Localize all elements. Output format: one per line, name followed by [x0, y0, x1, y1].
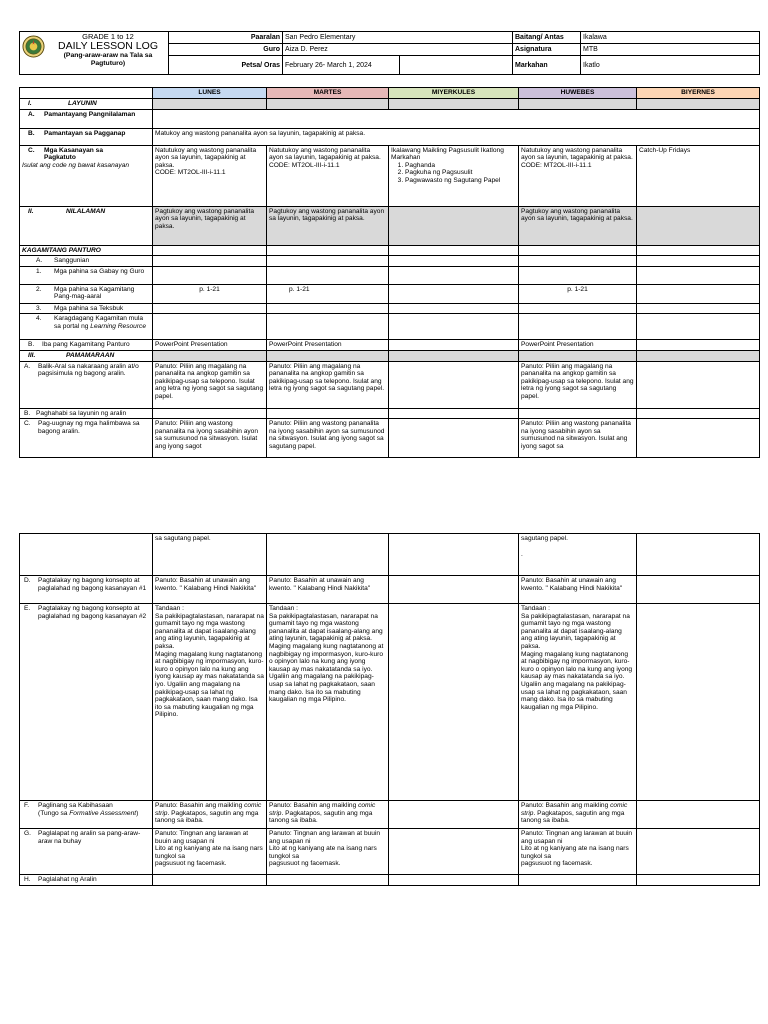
- kasanayan-huwebes: Natutukoy ang wastong pananalita ayon sa layunin, tagapakinig at paksa. CODE: MT2OL-III-i-11.1: [519, 145, 637, 206]
- pamantayang-pangnilalaman-row: [20, 109, 760, 128]
- day-header-lunes: LUNES: [153, 88, 267, 99]
- kagamitang-lunes: p. 1-21: [153, 284, 267, 303]
- paglinang-row: [20, 801, 760, 829]
- kasanayan-note: Isulat ang code ng bawat kasanayan: [22, 161, 130, 169]
- guro-value: Aiza D. Perez: [283, 44, 513, 56]
- day-header-miyerkules: MIYERKULES: [389, 88, 519, 99]
- kasanayan-miyerkules-list: [391, 162, 516, 185]
- document-title: DAILY LESSON LOG: [58, 40, 158, 52]
- nilalaman-martes: Pagtukoy ang wastong pananalita ayon sa layunin, tagapakinig at paksa.: [267, 206, 389, 245]
- kagamitang-label: 2. Mga pahina sa Kagamitang Pang-mag-aaral: [20, 284, 153, 303]
- pagtalakay-2-label: E. Pagtalakay ng bagong konsepto at paglalahad ng bagong kasanayan #2: [20, 604, 153, 801]
- baitang-value: Ikalawa: [581, 32, 760, 44]
- kagamitan-row: [20, 245, 760, 256]
- pamamaraan-row: [20, 350, 760, 361]
- nilalaman-row: [20, 206, 760, 245]
- paglalahat-label: H. Paglalahat ng Aralin: [20, 875, 153, 886]
- nilalaman-huwebes: Pagtukoy ang wastong pananalita ayon sa layunin, tagapakinig at paksa.: [519, 206, 637, 245]
- lesson-table-page2: [19, 533, 760, 886]
- iba-huwebes: PowerPoint Presentation: [519, 340, 637, 351]
- gabay-label: 1. Mga pahina sa Gabay ng Guro: [20, 266, 153, 284]
- paaralan-label: Paaralan: [169, 32, 283, 44]
- pagtalakay-2-martes: Tandaan : Sa pakikipagtalastasan, nararapat na gumamit tayo ng mga wastong pananalita at dapat isaalang-alang ang ating layunin, tagapakinig at paksa. Maging magalang kung nagtatanong at nagbibigay ng impormasyon, kuro-kuro o opinyon lalo na kung ang iyong kausap ay mas nakatatanda sa iyo. Ugaliin ang magalang na pakikipag-usap sa lahat ng pagkakataon, saan mang dako. Isa ito sa mabuting kaugalian ng mga Pilipino.: [267, 604, 389, 801]
- iba-label: B. Iba pang Kagamitang Panturo: [20, 340, 153, 351]
- header-logo-cell: [20, 32, 169, 75]
- pagtalakay-2-row: [20, 604, 760, 801]
- pamantayan-pagganap-row: [20, 128, 760, 145]
- pag-uugnay-row: [20, 419, 760, 458]
- paglinang-label: F. Paglinang sa Kabihasaan (Tungo sa Formative Assessment): [20, 801, 153, 829]
- lesson-table-page1: [19, 87, 760, 458]
- pag-uugnay-martes: Panuto: Piliin ang wastong pananalita na iyong sasabihin ayon sa sumusunod na sitwasyon. Isulat ang iyong sagot sa sagutang papel.: [267, 419, 389, 458]
- pag-uugnay-label: C. Pag-uugnay ng mga halimbawa sa bagong aralin.: [20, 419, 153, 458]
- kagamitang-huwebes: p. 1-21: [519, 284, 637, 303]
- continuation-row: [20, 534, 760, 576]
- iba-martes: PowerPoint Presentation: [267, 340, 389, 351]
- petsa-label: Petsa/ Oras: [169, 56, 283, 75]
- kasanayan-row: [20, 145, 760, 206]
- nilalaman-lunes: Pagtukoy ang wastong pananalita ayon sa layunin, tagapakinig at paksa.: [153, 206, 267, 245]
- deped-seal-icon: [22, 35, 45, 58]
- pagtalakay-1-huwebes: Panuto: Basahin at unawain ang kwento. " Kalabang Hindi Nakikita": [519, 576, 637, 604]
- pamamaraan-heading: III. PAMAMARAAN: [20, 350, 153, 361]
- pagtalakay-1-martes: Panuto: Basahin at unawain ang kwento. " Kalabang Hindi Nakikita": [267, 576, 389, 604]
- day-header-row: [20, 88, 760, 99]
- pamantayang-pangnilalaman-value: [153, 109, 760, 128]
- paglinang-huwebes: Panuto: Basahin ang maikling comic strip. Pagkatapos, sagutin ang mga tanong sa ibaba.: [519, 801, 637, 829]
- list-item: 2. Pagkuha ng Pagsusulit: [405, 169, 516, 177]
- balik-aral-row: [20, 361, 760, 408]
- kagamitan-heading: KAGAMITANG PANTURO: [20, 245, 153, 256]
- list-item: 3. Pagwawasto ng Sagutang Papel: [405, 177, 516, 185]
- paglalapat-martes: Panuto: Tingnan ang larawan at buuin ang usapan ni Lito at ng kaniyang ate na isang nars tungkol sa pagsusuot ng facemask.: [267, 829, 389, 875]
- day-header-biyernes: BIYERNES: [637, 88, 760, 99]
- pamantayan-pagganap-value: Matukoy ang wastong pananalita ayon sa layunin, tagapakinig at paksa.: [153, 128, 760, 145]
- petsa-value: February 26- March 1, 2024: [283, 56, 400, 75]
- day-header-huwebes: HUWEBES: [519, 88, 637, 99]
- paglalahat-row: [20, 875, 760, 886]
- karagdagang-label: 4. Karagdagang Kagamitan mula sa portal ng Learning Resource: [20, 314, 153, 340]
- kagamitang-row: [20, 284, 760, 303]
- header-table: [19, 31, 760, 75]
- balik-aral-martes: Panuto: Piliin ang magalang na pananalita na angkop gamitin sa pakikipag-usap sa telepono. Isulat ang letra ng iyong sagot sa sagutang papel.: [267, 361, 389, 408]
- markahan-label: Markahan: [513, 56, 581, 75]
- paaralan-value: San Pedro Elementary: [283, 32, 513, 44]
- pag-uugnay-lunes: Panuto: Piliin ang wastong pananalita na iyong sasabihin ayon sa sumusunod na sitwasyon. Isulat ang iyong sagot: [153, 419, 267, 458]
- paglinang-martes: Panuto: Basahin ang maikling comic strip. Pagkatapos, sagutin ang mga tanong sa ibaba.: [267, 801, 389, 829]
- paglinang-lunes: Panuto: Basahin ang maikling comic strip. Pagkatapos, sagutin ang mga tanong sa ibaba.: [153, 801, 267, 829]
- pagtalakay-1-row: [20, 576, 760, 604]
- pag-uugnay-huwebes: Panuto: Piliin ang wastong pananalita na iyong sasabihin ayon sa sumusunod na sitwasyon. Isulat ang iyong sagot sa: [519, 419, 637, 458]
- list-item: 1. Paghanda: [405, 162, 516, 170]
- paglalapat-row: [20, 829, 760, 875]
- kasanayan-label: C. Mga Kasanayan sa Pagkatuto Isulat ang code ng bawat kasanayan: [20, 145, 153, 206]
- kasanayan-lunes: Natutukoy ang wastong pananalita ayon sa layunin, tagapakinig at paksa. CODE: MT2OL-III-i-11.1: [153, 145, 267, 206]
- pamantayang-pangnilalaman-label: A. Pamantayang Pangnilalaman: [20, 109, 153, 128]
- kasanayan-martes: Natutukoy ang wastong pananalita ayon sa layunin, tagapakinig at paksa. CODE: MT2OL-III-i-11.1: [267, 145, 389, 206]
- paghahabi-row: [20, 408, 760, 419]
- paglalapat-label: G. Paglalapat ng aralin sa pang-araw-araw na buhay: [20, 829, 153, 875]
- gabay-row: [20, 266, 760, 284]
- nilalaman-biyernes: [637, 206, 760, 245]
- pagtalakay-1-label: D. Pagtalakay ng bagong konsepto at paglalahad ng bagong kasanayan #1: [20, 576, 153, 604]
- continuation-lunes: sa sagutang papel.: [153, 534, 267, 576]
- iba-row: [20, 340, 760, 351]
- asignatura-label: Asignatura: [513, 44, 581, 56]
- layunin-row: [20, 99, 760, 110]
- paghahabi-label: B. Paghahabi sa layunin ng aralin: [20, 408, 153, 419]
- pagtalakay-2-huwebes: Tandaan : Sa pakikipagtalastasan, nararapat na gumamit tayo ng mga wastong pananalita at dapat isaalang-alang ang ating layunin, tagapakinig at paksa. Maging magalang kung nagtatanong at nagbibigay ng impormasyon, kuro-kuro o opinyon lalo na kung ang iyong kausap ay mas nakatatanda sa iyo. Ugaliin ang magalang na pakikipag-usap sa lahat ng pagkakataon, saan mang dako. Isa ito sa mabuting kaugalian ng mga Pilipino.: [519, 604, 637, 801]
- balik-aral-lunes: Panuto: Piliin ang magalang na pananalita na angkop gamitin sa pakikipag-usap sa telepono. Isulat ang letra ng iyong sagot sa sagutang papel.: [153, 361, 267, 408]
- karagdagang-row: [20, 314, 760, 340]
- paglalapat-lunes: Panuto: Tingnan ang larawan at buuin ang usapan ni Lito at ng kaniyang ate na isang nars tungkol sa pagsusuot ng facemask.: [153, 829, 267, 875]
- nilalaman-heading: II. NILALAMAN: [20, 206, 153, 245]
- balik-aral-huwebes: Panuto: Piliin ang magalang na pananalita na angkop gamitin sa pakikipag-usap sa telepono. Isulat ang letra ng iyong sagot sa sagutang papel.: [519, 361, 637, 408]
- layunin-heading: I. LAYUNIN: [20, 99, 153, 110]
- pamantayan-pagganap-label: B. Pamantayan sa Pagganap: [20, 128, 153, 145]
- sanggunian-label: A. Sanggunian: [20, 256, 153, 267]
- kagamitang-martes: p. 1-21: [267, 284, 389, 303]
- grade-label: GRADE 1 to 12: [82, 32, 134, 41]
- paglalapat-huwebes: Panuto: Tingnan ang larawan at buuin ang usapan ni Lito at ng kaniyang ate na isang nars tungkol sa pagsusuot ng facemask.: [519, 829, 637, 875]
- pagtalakay-2-lunes: Tandaan : Sa pakikipagtalastasan, nararapat na gumamit tayo ng mga wastong pananalita at dapat isaalang-alang ang ating layunin, tagapakinig at paksa. Maging magalang kung nagtatanong at nagbibigay ng impormasyon, kuro-kuro o opinyon lalo na kung ang iyong kausap ay mas nakatatanda sa iyo. Ugaliin ang magalang na pakikipag-usap sa lahat ng pagkakataon, saan mang dako. Isa ito sa mabuting kaugalian ng mga Pilipino.: [153, 604, 267, 801]
- teksbuk-label: 3. Mga pahina sa Teksbuk: [20, 303, 153, 314]
- day-header-martes: MARTES: [267, 88, 389, 99]
- balik-aral-label: A. Balik-Aral sa nakaraang aralin at/o pagsisimula ng bagong aralin.: [20, 361, 153, 408]
- petsa-blank: [400, 56, 513, 75]
- kasanayan-biyernes: Catch-Up Fridays: [637, 145, 760, 206]
- day-header-blank: [20, 88, 153, 99]
- iba-lunes: PowerPoint Presentation: [153, 340, 267, 351]
- markahan-value: Ikatlo: [581, 56, 760, 75]
- pagtalakay-1-lunes: Panuto: Basahin at unawain ang kwento. " Kalabang Hindi Nakikita": [153, 576, 267, 604]
- sanggunian-row: [20, 256, 760, 267]
- nilalaman-miyerkules: [389, 206, 519, 245]
- document-subtitle: (Pang-araw-araw na Tala sa Pagtuturo): [63, 52, 153, 67]
- baitang-label: Baitang/ Antas: [513, 32, 581, 44]
- asignatura-value: MTB: [581, 44, 760, 56]
- guro-label: Guro: [169, 44, 283, 56]
- continuation-huwebes: sagutang papel. .: [519, 534, 637, 576]
- kasanayan-miyerkules: Ikalawang Maikling Pagsusulit Ikatlong Markahan 1. Paghanda 2. Pagkuha ng Pagsusulit 3. Pagwawasto ng Sagutang Papel: [389, 145, 519, 206]
- teksbuk-row: [20, 303, 760, 314]
